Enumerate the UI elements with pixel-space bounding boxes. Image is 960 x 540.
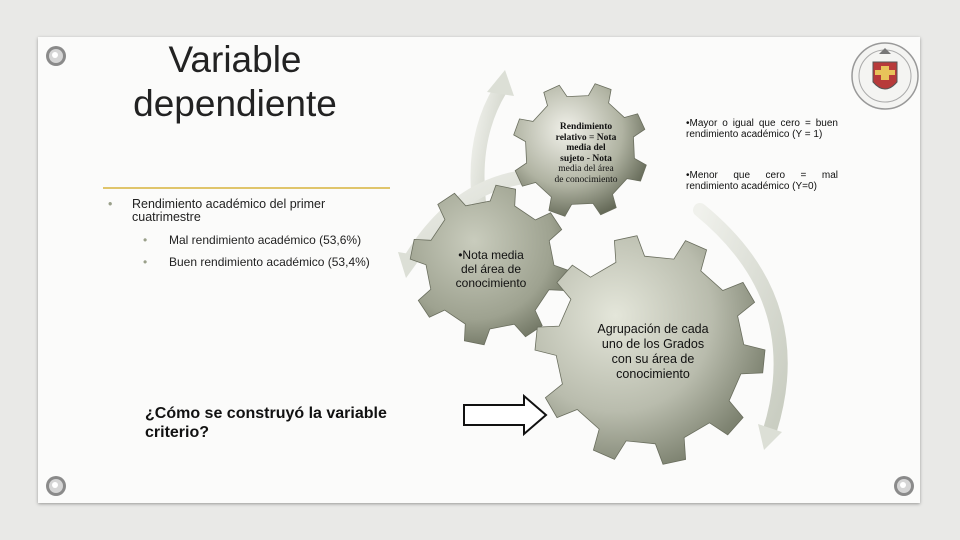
title-line-2: dependiente	[133, 83, 337, 124]
gear-large-label	[584, 322, 722, 382]
note-negative: •Menor que cero = mal rendimiento académico (Y=0)	[686, 170, 838, 192]
gear-large-line: conocimiento	[616, 367, 690, 381]
gear-top-line: media del	[566, 143, 606, 153]
gear-large-line: uno de los Grados	[601, 337, 705, 351]
title-line-1: Variable	[168, 39, 302, 80]
gear-top-label	[540, 122, 632, 185]
gear-top-line: de conocimiento	[554, 174, 618, 185]
sub-bullet-text: Mal rendimiento académico (53,6%)	[169, 233, 362, 247]
bullet-dot-icon: •	[108, 197, 113, 211]
gear-top-line: Rendimiento	[559, 122, 613, 132]
gear-top-line: sujeto - Nota	[560, 153, 612, 164]
gear-middle-line: conocimiento	[455, 276, 527, 290]
right-arrow-icon	[464, 396, 546, 434]
gear-middle-line: del área de	[460, 262, 522, 276]
bullet-dot-icon: •	[143, 255, 148, 269]
question-line-1: ¿Cómo se construyó la variable	[145, 405, 387, 422]
gear-large-line: con su área de	[611, 352, 695, 366]
question-line-2: criterio?	[145, 424, 210, 441]
gear-top-line: relativo = Nota	[555, 132, 617, 143]
note-positive: •Mayor o igual que cero = buen rendimiento académico (Y = 1)	[686, 118, 838, 140]
sub-bullet-text: Buen rendimiento académico (53,4%)	[169, 255, 370, 269]
gear-top-line: media del área	[558, 164, 614, 174]
gear-middle-label	[446, 248, 536, 290]
gear-middle-line: •Nota media	[458, 248, 524, 262]
curved-arrow-head	[487, 70, 514, 96]
gear-large-line: Agrupación de cada	[597, 322, 709, 336]
bullet-dot-icon: •	[143, 233, 148, 247]
main-bullet-text: Rendimiento académico del primer cuatrimestre	[132, 197, 326, 224]
